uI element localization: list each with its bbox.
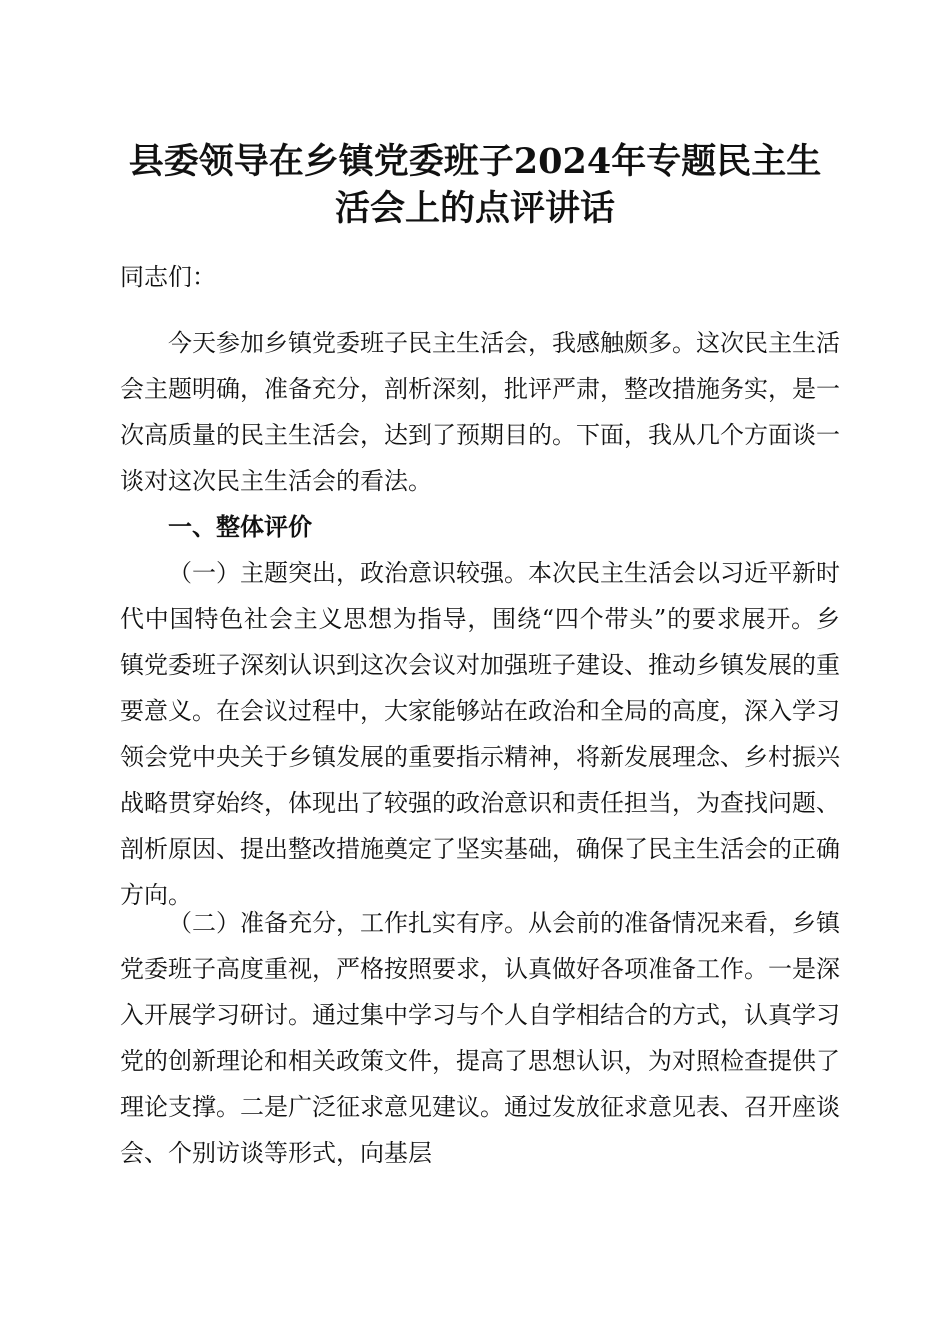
section-heading-overall-evaluation: 一、整体评价	[168, 513, 312, 541]
subsection-1-lead: （一）主题突出，政治意识较强。	[168, 559, 528, 587]
document-title-line-1: 县委领导在乡镇党委班子2024年专题民主生	[128, 141, 822, 182]
subsection-2-body: 从会前的准备情况来看，乡镇党委班子高度重视，严格按照要求，认真做好各项准备工作。一是深入开展学习研讨。通过集中学习与个人自学相结合的方式，认真学习党的创新理论和相关政策文件，提高了思想认识，为对照检查提供了理论支撑。二是广泛征求意见建议。通过发放征求意见表、召开座谈会、个别访谈等形式，向基层	[120, 909, 840, 1167]
subsection-2-paragraph	[120, 900, 840, 1176]
subsection-2-lead: （二）准备充分，工作扎实有序。	[168, 909, 528, 937]
intro-paragraph: 今天参加乡镇党委班子民主生活会，我感触颇多。这次民主生活会主题明确，准备充分，剖析深刻，批评严肃，整改措施务实，是一次高质量的民主生活会，达到了预期目的。下面，我从几个方面谈一谈对这次民主生活会的看法。	[120, 329, 840, 495]
salutation: 同志们：	[120, 263, 216, 291]
subsection-1-body: 本次民主生活会以习近平新时代中国特色社会主义思想为指导，围绕“四个带头”的要求展开。乡镇党委班子深刻认识到这次会议对加强班子建设、推动乡镇发展的重要意义。在会议过程中，大家能够站在政治和全局的高度，深入学习领会党中央关于乡镇发展的重要指示精神，将新发展理念、乡村振兴战略贯穿始终，体现出了较强的政治意识和责任担当，为查找问题、剖析原因、提出整改措施奠定了坚实基础，确保了民主生活会的正确方向。	[120, 559, 840, 909]
subsection-1-paragraph	[120, 550, 840, 918]
document-title-line-2: 活会上的点评讲话	[334, 188, 615, 229]
